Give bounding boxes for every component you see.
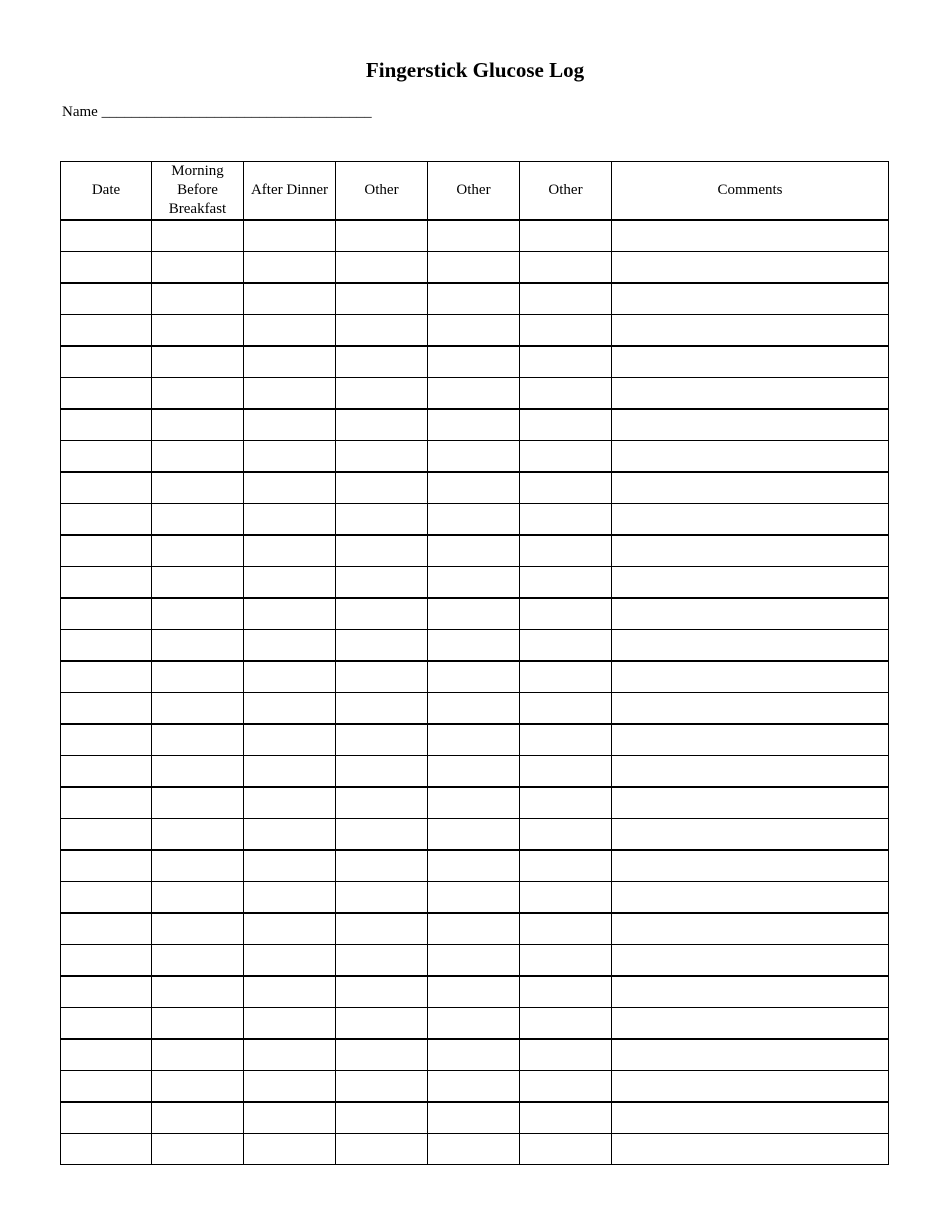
comments-cell[interactable] [612, 976, 889, 1008]
after-dinner-cell[interactable] [244, 567, 336, 599]
other-cell-3[interactable] [520, 630, 612, 662]
comments-cell[interactable] [612, 630, 889, 662]
morning-cell[interactable] [152, 252, 244, 284]
other-cell-3[interactable] [520, 913, 612, 945]
date-cell[interactable] [61, 441, 152, 473]
other-cell-1[interactable] [336, 976, 428, 1008]
comments-cell[interactable] [612, 850, 889, 882]
other-cell-3[interactable] [520, 787, 612, 819]
comments-cell[interactable] [612, 945, 889, 977]
table-row [61, 756, 889, 788]
other-cell-1[interactable] [336, 220, 428, 252]
other-cell-1[interactable] [336, 441, 428, 473]
date-cell[interactable] [61, 283, 152, 315]
comments-cell[interactable] [612, 567, 889, 599]
other-cell-2[interactable] [428, 441, 520, 473]
other-cell-1[interactable] [336, 535, 428, 567]
other-cell-1[interactable] [336, 724, 428, 756]
comments-cell[interactable] [612, 535, 889, 567]
other-cell-1[interactable] [336, 567, 428, 599]
other-cell-1[interactable] [336, 1071, 428, 1103]
comments-cell[interactable] [612, 1134, 889, 1165]
morning-cell[interactable] [152, 472, 244, 504]
other-cell-3[interactable] [520, 819, 612, 851]
other-cell-3[interactable] [520, 976, 612, 1008]
after-dinner-cell[interactable] [244, 346, 336, 378]
after-dinner-cell[interactable] [244, 378, 336, 410]
other-cell-1[interactable] [336, 661, 428, 693]
date-cell[interactable] [61, 220, 152, 252]
other-cell-2[interactable] [428, 976, 520, 1008]
other-cell-3[interactable] [520, 882, 612, 914]
date-cell[interactable] [61, 1008, 152, 1040]
morning-cell[interactable] [152, 693, 244, 725]
table-row [61, 567, 889, 599]
comments-cell[interactable] [612, 724, 889, 756]
date-cell[interactable] [61, 945, 152, 977]
other-cell-2[interactable] [428, 1071, 520, 1103]
other-cell-2[interactable] [428, 1008, 520, 1040]
other-cell-3[interactable] [520, 409, 612, 441]
table-row [61, 882, 889, 914]
after-dinner-cell[interactable] [244, 1008, 336, 1040]
table-row [61, 441, 889, 473]
other-cell-2[interactable] [428, 850, 520, 882]
date-cell[interactable] [61, 535, 152, 567]
other-cell-3[interactable] [520, 945, 612, 977]
other-cell-3[interactable] [520, 850, 612, 882]
table-row [61, 693, 889, 725]
other-cell-3[interactable] [520, 283, 612, 315]
other-cell-2[interactable] [428, 1134, 520, 1165]
after-dinner-cell[interactable] [244, 945, 336, 977]
other-cell-1[interactable] [336, 346, 428, 378]
after-dinner-cell[interactable] [244, 850, 336, 882]
table-row [61, 472, 889, 504]
date-cell[interactable] [61, 724, 152, 756]
other-cell-3[interactable] [520, 1102, 612, 1134]
table-row [61, 661, 889, 693]
other-cell-3[interactable] [520, 472, 612, 504]
date-cell[interactable] [61, 882, 152, 914]
after-dinner-cell[interactable] [244, 724, 336, 756]
other-cell-2[interactable] [428, 819, 520, 851]
after-dinner-cell[interactable] [244, 409, 336, 441]
comments-cell[interactable] [612, 1008, 889, 1040]
header-comments: Comments [612, 162, 889, 221]
other-cell-3[interactable] [520, 504, 612, 536]
table-row [61, 504, 889, 536]
date-cell[interactable] [61, 756, 152, 788]
morning-cell[interactable] [152, 756, 244, 788]
comments-cell[interactable] [612, 598, 889, 630]
comments-cell[interactable] [612, 1102, 889, 1134]
morning-cell[interactable] [152, 850, 244, 882]
header-after-dinner: After Dinner [244, 162, 336, 221]
name-field[interactable] [62, 104, 372, 121]
comments-cell[interactable] [612, 315, 889, 347]
other-cell-2[interactable] [428, 315, 520, 347]
morning-cell[interactable] [152, 346, 244, 378]
other-cell-2[interactable] [428, 661, 520, 693]
other-cell-3[interactable] [520, 441, 612, 473]
other-cell-3[interactable] [520, 598, 612, 630]
morning-cell[interactable] [152, 1071, 244, 1103]
morning-cell[interactable] [152, 724, 244, 756]
date-cell[interactable] [61, 504, 152, 536]
table-row [61, 976, 889, 1008]
comments-cell[interactable] [612, 441, 889, 473]
table-row [61, 252, 889, 284]
other-cell-3[interactable] [520, 252, 612, 284]
other-cell-2[interactable] [428, 409, 520, 441]
other-cell-3[interactable] [520, 378, 612, 410]
table-row [61, 598, 889, 630]
other-cell-2[interactable] [428, 283, 520, 315]
morning-cell[interactable] [152, 598, 244, 630]
table-row [61, 819, 889, 851]
date-cell[interactable] [61, 567, 152, 599]
after-dinner-cell[interactable] [244, 693, 336, 725]
date-cell[interactable] [61, 315, 152, 347]
table-row [61, 787, 889, 819]
after-dinner-cell[interactable] [244, 220, 336, 252]
comments-cell[interactable] [612, 756, 889, 788]
date-cell[interactable] [61, 693, 152, 725]
other-cell-1[interactable] [336, 1134, 428, 1165]
after-dinner-cell[interactable] [244, 756, 336, 788]
date-cell[interactable] [61, 819, 152, 851]
other-cell-2[interactable] [428, 1102, 520, 1134]
header-date: Date [61, 162, 152, 221]
log-body [61, 220, 889, 1165]
table-row [61, 945, 889, 977]
other-cell-3[interactable] [520, 1039, 612, 1071]
morning-cell[interactable] [152, 1039, 244, 1071]
morning-cell[interactable] [152, 504, 244, 536]
after-dinner-cell[interactable] [244, 1071, 336, 1103]
other-cell-3[interactable] [520, 1071, 612, 1103]
other-cell-1[interactable] [336, 378, 428, 410]
date-cell[interactable] [61, 378, 152, 410]
comments-cell[interactable] [612, 661, 889, 693]
other-cell-2[interactable] [428, 693, 520, 725]
name-label: Name [62, 104, 98, 120]
morning-cell[interactable] [152, 913, 244, 945]
morning-cell[interactable] [152, 1102, 244, 1134]
table-row [61, 724, 889, 756]
other-cell-3[interactable] [520, 315, 612, 347]
morning-cell[interactable] [152, 1134, 244, 1165]
other-cell-1[interactable] [336, 1039, 428, 1071]
header-row [61, 162, 889, 221]
other-cell-2[interactable] [428, 724, 520, 756]
other-cell-1[interactable] [336, 819, 428, 851]
other-cell-3[interactable] [520, 661, 612, 693]
other-cell-1[interactable] [336, 913, 428, 945]
comments-cell[interactable] [612, 1071, 889, 1103]
morning-cell[interactable] [152, 787, 244, 819]
other-cell-3[interactable] [520, 756, 612, 788]
comments-cell[interactable] [612, 346, 889, 378]
after-dinner-cell[interactable] [244, 787, 336, 819]
morning-cell[interactable] [152, 283, 244, 315]
date-cell[interactable] [61, 661, 152, 693]
other-cell-1[interactable] [336, 504, 428, 536]
other-cell-2[interactable] [428, 504, 520, 536]
other-cell-1[interactable] [336, 1008, 428, 1040]
table-row [61, 346, 889, 378]
table-row [61, 850, 889, 882]
date-cell[interactable] [61, 1134, 152, 1165]
other-cell-1[interactable] [336, 787, 428, 819]
morning-cell[interactable] [152, 945, 244, 977]
comments-cell[interactable] [612, 472, 889, 504]
morning-cell[interactable] [152, 882, 244, 914]
date-cell[interactable] [61, 472, 152, 504]
morning-cell[interactable] [152, 441, 244, 473]
after-dinner-cell[interactable] [244, 441, 336, 473]
other-cell-2[interactable] [428, 913, 520, 945]
other-cell-1[interactable] [336, 1102, 428, 1134]
other-cell-3[interactable] [520, 1134, 612, 1165]
table-row [61, 1039, 889, 1071]
other-cell-1[interactable] [336, 409, 428, 441]
table-row [61, 535, 889, 567]
table-row [61, 1071, 889, 1103]
comments-cell[interactable] [612, 913, 889, 945]
date-cell[interactable] [61, 346, 152, 378]
morning-cell[interactable] [152, 567, 244, 599]
glucose-log-table [60, 161, 889, 1165]
other-cell-2[interactable] [428, 630, 520, 662]
other-cell-2[interactable] [428, 220, 520, 252]
other-cell-1[interactable] [336, 850, 428, 882]
other-cell-2[interactable] [428, 882, 520, 914]
date-cell[interactable] [61, 1102, 152, 1134]
header-other-1: Other [336, 162, 428, 221]
header-morning-before-breakfast: Morning Before Breakfast [152, 162, 244, 221]
date-cell[interactable] [61, 598, 152, 630]
morning-cell[interactable] [152, 409, 244, 441]
other-cell-2[interactable] [428, 378, 520, 410]
date-cell[interactable] [61, 1071, 152, 1103]
date-cell[interactable] [61, 630, 152, 662]
table-row [61, 283, 889, 315]
date-cell[interactable] [61, 252, 152, 284]
morning-cell[interactable] [152, 819, 244, 851]
other-cell-3[interactable] [520, 567, 612, 599]
after-dinner-cell[interactable] [244, 283, 336, 315]
name-blank-line[interactable]: ____________________________________ [101, 104, 372, 120]
other-cell-1[interactable] [336, 472, 428, 504]
comments-cell[interactable] [612, 378, 889, 410]
comments-cell[interactable] [612, 220, 889, 252]
after-dinner-cell[interactable] [244, 1102, 336, 1134]
comments-cell[interactable] [612, 504, 889, 536]
after-dinner-cell[interactable] [244, 1134, 336, 1165]
other-cell-1[interactable] [336, 252, 428, 284]
header-other-3: Other [520, 162, 612, 221]
table-row [61, 1102, 889, 1134]
other-cell-2[interactable] [428, 945, 520, 977]
table-row [61, 630, 889, 662]
after-dinner-cell[interactable] [244, 472, 336, 504]
header-other-2: Other [428, 162, 520, 221]
other-cell-2[interactable] [428, 535, 520, 567]
date-cell[interactable] [61, 409, 152, 441]
table-row [61, 913, 889, 945]
other-cell-2[interactable] [428, 787, 520, 819]
other-cell-2[interactable] [428, 567, 520, 599]
date-cell[interactable] [61, 787, 152, 819]
after-dinner-cell[interactable] [244, 976, 336, 1008]
morning-cell[interactable] [152, 535, 244, 567]
after-dinner-cell[interactable] [244, 913, 336, 945]
table-row [61, 1134, 889, 1165]
table-row [61, 220, 889, 252]
morning-cell[interactable] [152, 976, 244, 1008]
comments-cell[interactable] [612, 252, 889, 284]
other-cell-2[interactable] [428, 252, 520, 284]
after-dinner-cell[interactable] [244, 1039, 336, 1071]
other-cell-1[interactable] [336, 756, 428, 788]
other-cell-1[interactable] [336, 630, 428, 662]
date-cell[interactable] [61, 913, 152, 945]
comments-cell[interactable] [612, 787, 889, 819]
other-cell-1[interactable] [336, 693, 428, 725]
after-dinner-cell[interactable] [244, 315, 336, 347]
morning-cell[interactable] [152, 630, 244, 662]
morning-cell[interactable] [152, 378, 244, 410]
table-row [61, 315, 889, 347]
after-dinner-cell[interactable] [244, 504, 336, 536]
after-dinner-cell[interactable] [244, 661, 336, 693]
other-cell-2[interactable] [428, 756, 520, 788]
other-cell-2[interactable] [428, 598, 520, 630]
table-row [61, 409, 889, 441]
page-title: Fingerstick Glucose Log [365, 58, 585, 82]
other-cell-3[interactable] [520, 1008, 612, 1040]
after-dinner-cell[interactable] [244, 252, 336, 284]
comments-cell[interactable] [612, 1039, 889, 1071]
date-cell[interactable] [61, 976, 152, 1008]
other-cell-1[interactable] [336, 315, 428, 347]
other-cell-2[interactable] [428, 346, 520, 378]
other-cell-3[interactable] [520, 535, 612, 567]
after-dinner-cell[interactable] [244, 882, 336, 914]
morning-cell[interactable] [152, 220, 244, 252]
date-cell[interactable] [61, 850, 152, 882]
other-cell-1[interactable] [336, 598, 428, 630]
other-cell-3[interactable] [520, 220, 612, 252]
table-row [61, 1008, 889, 1040]
comments-cell[interactable] [612, 882, 889, 914]
comments-cell[interactable] [612, 409, 889, 441]
morning-cell[interactable] [152, 661, 244, 693]
other-cell-1[interactable] [336, 882, 428, 914]
comments-cell[interactable] [612, 819, 889, 851]
table-row [61, 378, 889, 410]
morning-cell[interactable] [152, 1008, 244, 1040]
other-cell-2[interactable] [428, 1039, 520, 1071]
comments-cell[interactable] [612, 283, 889, 315]
after-dinner-cell[interactable] [244, 598, 336, 630]
other-cell-3[interactable] [520, 724, 612, 756]
date-cell[interactable] [61, 1039, 152, 1071]
morning-cell[interactable] [152, 315, 244, 347]
other-cell-1[interactable] [336, 945, 428, 977]
other-cell-1[interactable] [336, 283, 428, 315]
after-dinner-cell[interactable] [244, 819, 336, 851]
other-cell-3[interactable] [520, 346, 612, 378]
other-cell-2[interactable] [428, 472, 520, 504]
other-cell-3[interactable] [520, 693, 612, 725]
after-dinner-cell[interactable] [244, 630, 336, 662]
comments-cell[interactable] [612, 693, 889, 725]
after-dinner-cell[interactable] [244, 535, 336, 567]
